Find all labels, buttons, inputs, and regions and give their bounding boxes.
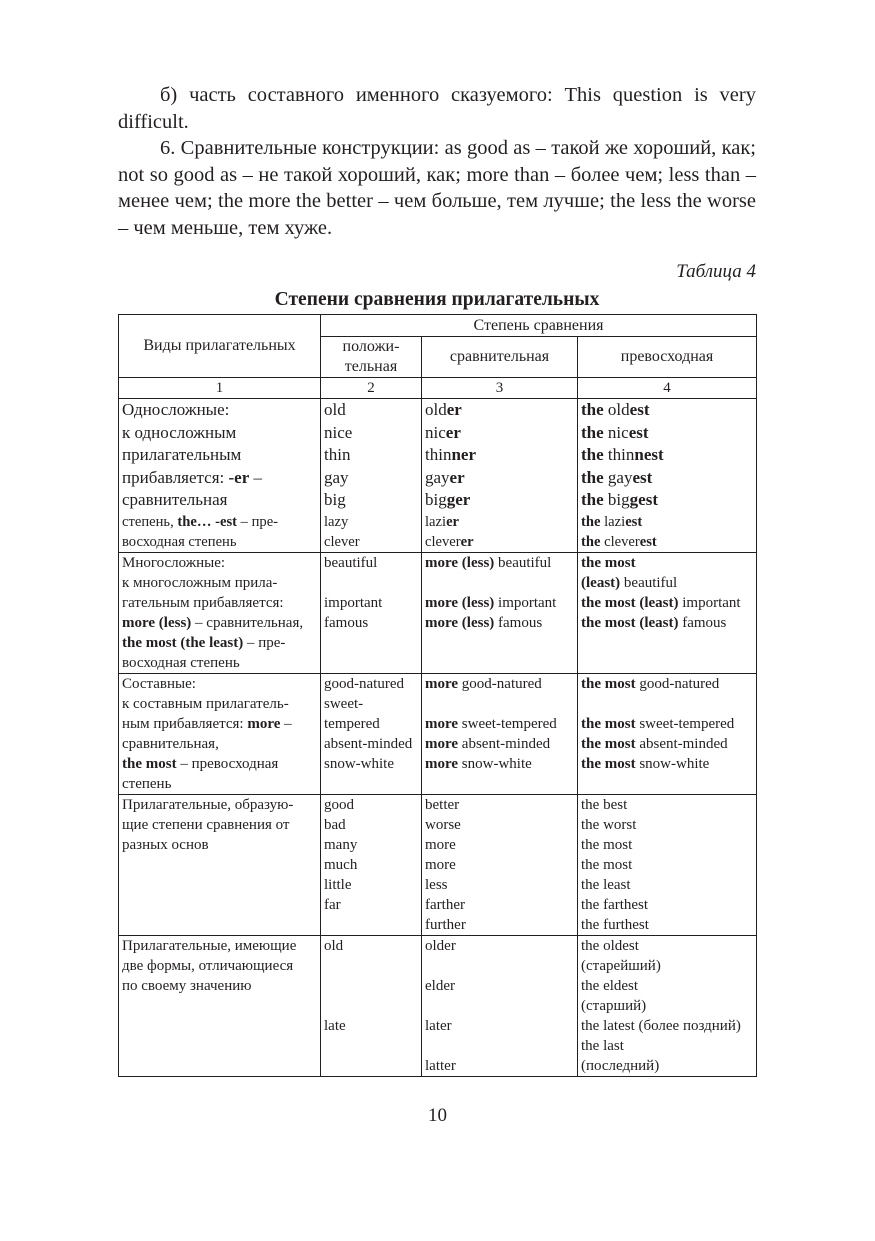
cell-line: the most snow-white xyxy=(581,755,710,772)
cell-line: clever xyxy=(324,533,360,550)
cell-line: the last xyxy=(581,1037,624,1054)
cell-line xyxy=(581,694,753,714)
cell-line: sweet- xyxy=(324,695,364,712)
cell-line: old xyxy=(324,937,344,954)
cell-line: nicer xyxy=(425,422,461,442)
cell-line: the farthest xyxy=(581,896,649,913)
section-description xyxy=(119,935,321,1076)
cell-line: (последний) xyxy=(581,1057,660,1074)
cell-line: the eldest xyxy=(581,977,639,994)
cell-line: the most sweet-tempered xyxy=(581,715,735,732)
cell-line: absent-minded xyxy=(324,735,413,752)
cell-line: worse xyxy=(425,816,461,833)
col-number: 4 xyxy=(578,378,757,399)
table-title: Степени сравнения прилагательных xyxy=(274,289,600,310)
section-row xyxy=(119,935,757,1076)
header-positive: положи-тельная xyxy=(321,337,422,378)
cell-line xyxy=(425,573,574,593)
cell-line: сравнительная xyxy=(122,490,228,509)
column-number-row xyxy=(119,378,757,399)
header-comparative: сравнительная xyxy=(422,337,578,378)
cell-line: the least xyxy=(581,876,631,893)
cell-line: cleverer xyxy=(425,533,474,550)
cell-line: more absent-minded xyxy=(425,735,551,752)
cell-line: the worst xyxy=(581,816,637,833)
cell-line: nice xyxy=(324,422,353,442)
paragraph-comparative-constructions: 6. Сравнительные конструкции: as good as – такой же хороший, как; not so good as – не такой хороший, как; more than – более чем; less than – менее чем; the more the better – чем больше, тем лучше; the less the worse – чем меньше, тем хуже. xyxy=(118,137,756,239)
cell-line: latter xyxy=(425,1057,456,1074)
cell-line: (старейший) xyxy=(581,957,661,974)
cell-line: (least) beautiful xyxy=(581,574,678,591)
cell-line: the most (least) famous xyxy=(581,614,727,631)
section-positive xyxy=(321,552,422,673)
cell-line: гательным прибавляется: xyxy=(122,594,284,611)
cell-line: к многосложным прила- xyxy=(122,574,278,591)
cell-line: восходная степень xyxy=(122,533,237,550)
cell-line xyxy=(425,956,574,976)
cell-line: the thinnest xyxy=(581,445,664,464)
cell-line: the oldest xyxy=(581,400,650,419)
section-superlative xyxy=(578,794,757,935)
cell-line: Многосложные: xyxy=(122,554,226,571)
cell-line: the most (least) important xyxy=(581,594,741,611)
section-description xyxy=(119,794,321,935)
cell-line: bigger xyxy=(425,490,471,509)
cell-line: good-natured xyxy=(324,675,404,692)
section-superlative xyxy=(578,399,757,553)
cell-line: восходная степень xyxy=(122,654,240,671)
cell-line: less xyxy=(425,876,448,893)
cell-line: the gayest xyxy=(581,467,653,487)
section-row xyxy=(119,399,757,553)
comparison-table xyxy=(118,314,757,1077)
cell-line: important xyxy=(324,594,383,611)
cell-line: степень, the… -est – пре- xyxy=(122,513,279,530)
cell-line: further xyxy=(425,916,466,933)
page-number: 10 xyxy=(428,1105,447,1126)
section-positive xyxy=(321,935,422,1076)
col-number: 3 xyxy=(422,378,578,399)
cell-line: щие степени сравнения от xyxy=(122,816,290,833)
cell-line: (старший) xyxy=(581,997,647,1014)
section-superlative xyxy=(578,673,757,794)
cell-line: older xyxy=(425,400,462,419)
cell-line: older xyxy=(425,937,456,954)
cell-line: the most xyxy=(581,554,636,571)
cell-line: gayer xyxy=(425,467,465,487)
cell-line: Односложные: xyxy=(122,400,230,419)
cell-line: later xyxy=(425,1017,452,1034)
cell-line: Прилагательные, образую- xyxy=(122,796,294,813)
cell-line: lazy xyxy=(324,513,349,530)
cell-line: bad xyxy=(324,816,346,833)
section-description xyxy=(119,673,321,794)
cell-line: the most absent-minded xyxy=(581,735,728,752)
cell-line: Прилагательные, имеющие xyxy=(122,937,297,954)
paragraph-predicate: б) часть составного именного сказуемого: This question is very difficult. xyxy=(118,84,756,133)
cell-line: the furthest xyxy=(581,916,649,933)
cell-line: old xyxy=(324,400,346,419)
cell-line: the nicest xyxy=(581,422,649,442)
section-positive xyxy=(321,399,422,553)
cell-line: more (less) – сравнительная, xyxy=(122,614,304,631)
cell-line: the latest (более поздний) xyxy=(581,1017,741,1034)
header-degree: Степень сравнения xyxy=(321,315,757,337)
cell-line: степень xyxy=(122,775,172,792)
cell-line: tempered xyxy=(324,715,380,732)
section-comparative xyxy=(422,794,578,935)
cell-line: more xyxy=(425,836,456,853)
cell-line xyxy=(324,573,418,593)
cell-line: thinner xyxy=(425,445,476,464)
header-superlative: превосходная xyxy=(578,337,757,378)
cell-line: lazier xyxy=(425,513,460,530)
section-positive xyxy=(321,673,422,794)
cell-line xyxy=(425,996,574,1016)
cell-line: the most – превосходная xyxy=(122,755,279,772)
section-row xyxy=(119,794,757,935)
section-row xyxy=(119,552,757,673)
cell-line: far xyxy=(324,896,341,913)
section-superlative xyxy=(578,935,757,1076)
cell-line xyxy=(425,1036,574,1056)
cell-line: much xyxy=(324,856,358,873)
cell-line xyxy=(324,996,418,1016)
cell-line: more good-natured xyxy=(425,675,542,692)
cell-line: the most (the least) – пре- xyxy=(122,634,286,651)
cell-line xyxy=(324,956,418,976)
cell-line: good xyxy=(324,796,354,813)
cell-line: the oldest xyxy=(581,937,639,954)
cell-line: more (less) beautiful xyxy=(425,554,552,571)
cell-line: more (less) famous xyxy=(425,614,543,631)
table-label: Таблица 4 xyxy=(676,261,756,282)
cell-line: snow-white xyxy=(324,755,394,772)
cell-line: ным прибавляется: more – xyxy=(122,715,292,732)
header-row xyxy=(119,315,757,337)
cell-line: more (less) important xyxy=(425,594,557,611)
cell-line: farther xyxy=(425,896,465,913)
cell-line: many xyxy=(324,836,358,853)
cell-line: две формы, отличающиеся xyxy=(122,957,294,974)
cell-line: better xyxy=(425,796,460,813)
page-content xyxy=(118,82,756,1077)
cell-line: the laziest xyxy=(581,513,643,530)
section-comparative xyxy=(422,552,578,673)
section-comparative xyxy=(422,935,578,1076)
cell-line: к односложным xyxy=(122,422,237,442)
cell-line: more sweet-tempered xyxy=(425,715,557,732)
cell-line: прибавляется: -er – xyxy=(122,467,263,487)
cell-line: the most xyxy=(581,836,633,853)
cell-line: late xyxy=(324,1017,346,1034)
cell-line xyxy=(425,694,574,714)
section-comparative xyxy=(422,673,578,794)
cell-line: more xyxy=(425,856,456,873)
cell-line: little xyxy=(324,876,352,893)
section-comparative xyxy=(422,399,578,553)
section-superlative xyxy=(578,552,757,673)
section-row xyxy=(119,673,757,794)
cell-line: the biggest xyxy=(581,490,658,509)
cell-line: Составные: xyxy=(122,675,196,692)
cell-line: more snow-white xyxy=(425,755,532,772)
cell-line: big xyxy=(324,490,346,509)
cell-line: the best xyxy=(581,796,628,813)
header-types: Виды прилагательных xyxy=(119,315,321,378)
cell-line: the most good-natured xyxy=(581,675,720,692)
section-description xyxy=(119,399,321,553)
cell-line: по своему значению xyxy=(122,977,252,994)
section-positive xyxy=(321,794,422,935)
cell-line xyxy=(324,976,418,996)
cell-line: прилагательным xyxy=(122,445,242,464)
section-description xyxy=(119,552,321,673)
col-number: 1 xyxy=(119,378,321,399)
cell-line: разных основ xyxy=(122,836,209,853)
cell-line: the cleverest xyxy=(581,533,657,550)
cell-line: сравнительная, xyxy=(122,735,219,752)
cell-line: gay xyxy=(324,467,349,487)
cell-line: famous xyxy=(324,614,369,631)
cell-line: к составным прилагатель- xyxy=(122,695,289,712)
cell-line: elder xyxy=(425,977,455,994)
cell-line: the most xyxy=(581,856,633,873)
col-number: 2 xyxy=(321,378,422,399)
cell-line: beautiful xyxy=(324,554,378,571)
cell-line: thin xyxy=(324,445,351,464)
